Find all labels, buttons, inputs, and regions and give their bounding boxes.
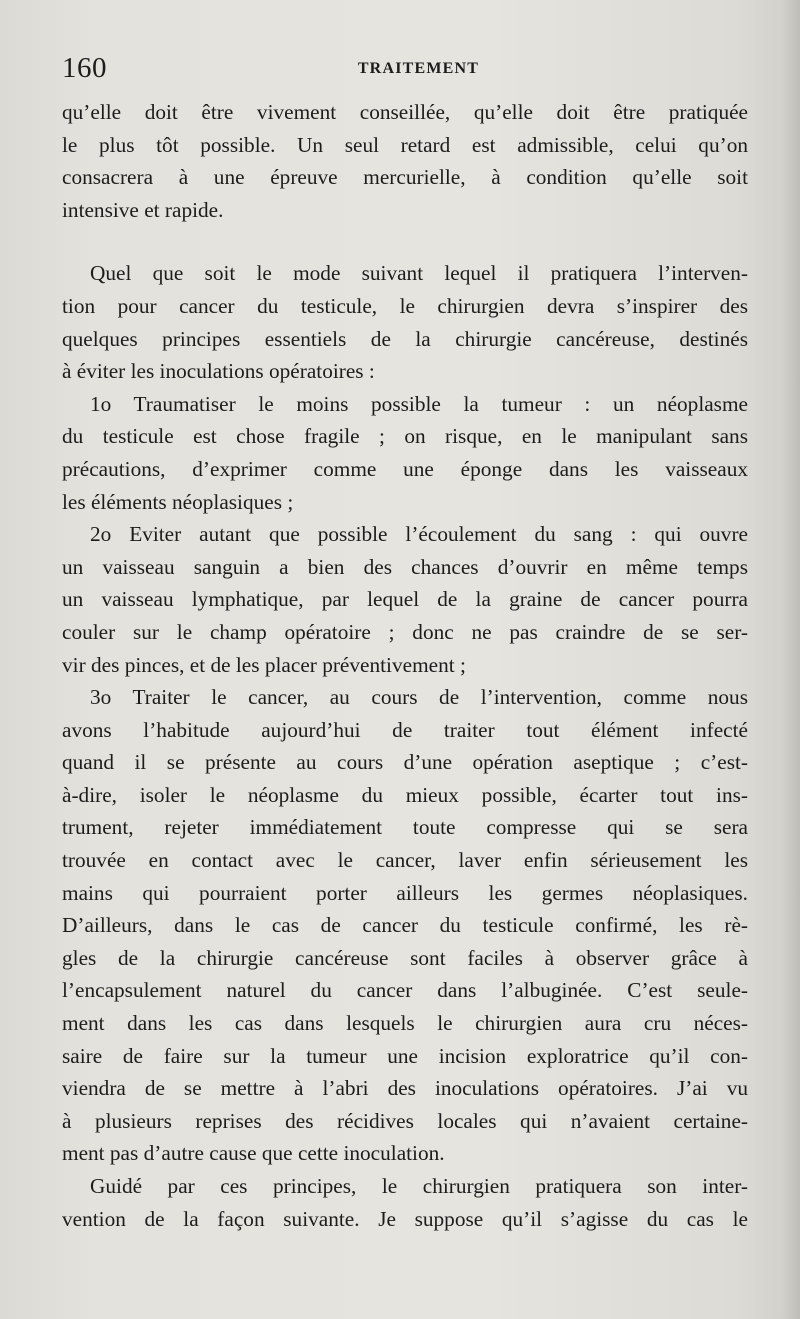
text-line: couler sur le champ opératoire ; donc ne pas craindre de se ser-: [62, 619, 748, 644]
text-line: 3o Traiter le cancer, au cours de l’intervention, comme nous: [90, 685, 748, 710]
text-line: à-dire, isoler le néoplasme du mieux possible, écarter tout ins-: [62, 782, 748, 807]
text-line: trouvée en contact avec le cancer, laver enfin sérieusement les: [62, 848, 748, 873]
text-line: gles de la chirurgie cancéreuse sont faciles à observer grâce à: [62, 945, 748, 970]
page-header: [62, 52, 745, 92]
text-line: 2o Eviter autant que possible l’écoulement du sang : qui ouvre: [90, 522, 748, 547]
text-line: quand il se présente au cours d’une opération aseptique ; c’est-: [62, 750, 748, 775]
paragraph: [62, 96, 748, 226]
text-line: 1o Traumatiser le moins possible la tumeur : un néoplasme: [90, 391, 748, 416]
text-line: les éléments néoplasiques ;: [62, 489, 294, 514]
text-line: un vaisseau lymphatique, par lequel de la graine de cancer pourra: [62, 587, 748, 612]
paragraph: [62, 681, 748, 1170]
text-line: un vaisseau sanguin a bien des chances d’ouvrir en même temps: [62, 554, 748, 579]
text-line: ment pas d’autre cause que cette inoculation.: [62, 1141, 445, 1166]
text-line: Quel que soit le mode suivant lequel il pratiquera l’interven-: [90, 261, 748, 286]
text-line: précautions, d’exprimer comme une éponge dans les vaisseaux: [62, 456, 748, 481]
text-line: D’ailleurs, dans le cas de cancer du testicule confirmé, les rè-: [62, 913, 748, 938]
text-line: le plus tôt possible. Un seul retard est admissible, celui qu’on: [62, 132, 748, 157]
text-line: mains qui pourraient porter ailleurs les germes néoplasiques.: [62, 880, 748, 905]
text-line: Guidé par ces principes, le chirurgien pratiquera son inter-: [90, 1174, 748, 1198]
running-head: TRAITEMENT: [357, 60, 480, 77]
text-line: viendra de se mettre à l’abri des inoculations opératoires. J’ai vu: [62, 1076, 748, 1101]
text-line: quelques principes essentiels de la chirurgie cancéreuse, destinés: [62, 326, 748, 351]
paragraph: [62, 518, 748, 681]
text-line: à plusieurs reprises des récidives locales qui n’avaient certaine-: [62, 1108, 748, 1133]
text-line: intensive et rapide.: [62, 197, 224, 222]
text-line: trument, rejeter immédiatement toute compresse qui se sera: [62, 815, 748, 840]
page-number: 160: [62, 52, 107, 84]
text-line: consacrera à une épreuve mercurielle, à condition qu’elle soit: [62, 165, 748, 190]
text-line: ment dans les cas dans lesquels le chirurgien aura cru néces-: [62, 1011, 748, 1036]
text-line: du testicule est chose fragile ; on risque, en le manipulant sans: [62, 424, 748, 449]
paragraph: [62, 1170, 748, 1235]
text-line: l’encapsulement naturel du cancer dans l’albuginée. C’est seule-: [62, 978, 748, 1003]
page-edge-shadow: [782, 0, 800, 1319]
text-line: tion pour cancer du testicule, le chirurgien devra s’inspirer des: [62, 293, 748, 318]
body-text: [62, 96, 748, 1235]
text-line: vention de la façon suivante. Je suppose qu’il s’agisse du cas le: [62, 1206, 748, 1231]
text-line: à éviter les inoculations opératoires :: [62, 359, 375, 384]
paragraph: [62, 257, 748, 387]
text-line: vir des pinces, et de les placer préventivement ;: [62, 652, 466, 677]
text-line: qu’elle doit être vivement conseillée, qu’elle doit être pratiquée: [62, 100, 748, 124]
paragraph-gap: [62, 226, 748, 257]
text-line: saire de faire sur la tumeur une incision exploratrice qu’il con-: [62, 1043, 748, 1068]
text-line: avons l’habitude aujourd’hui de traiter tout élément infecté: [62, 717, 748, 742]
paragraph: [62, 388, 748, 518]
